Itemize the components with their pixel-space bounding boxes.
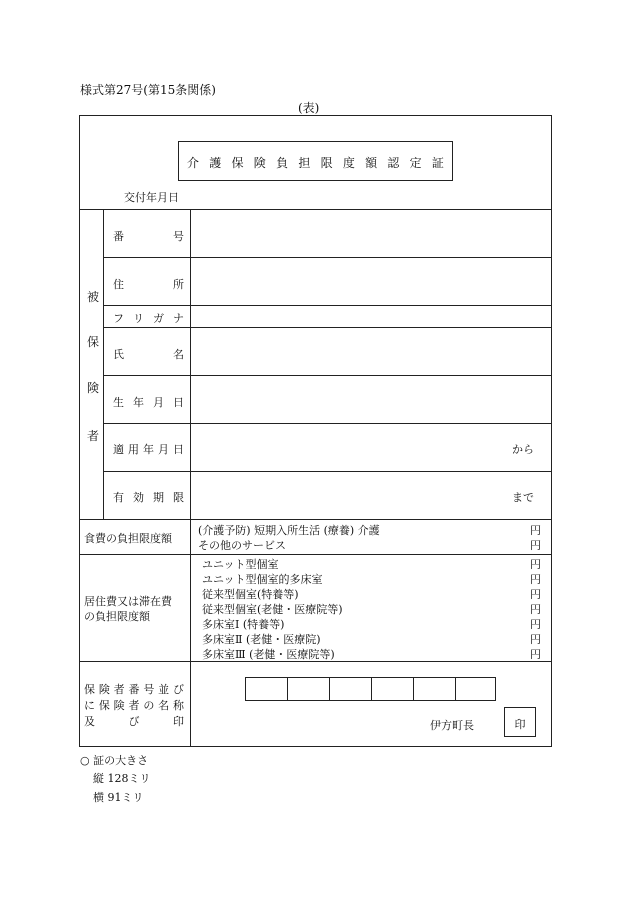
birthdate-label: 生 年 月 日 xyxy=(113,396,184,409)
residence-row: 従来型個室(特養等) xyxy=(202,588,299,601)
mayor-title: 伊方町長 xyxy=(430,719,474,732)
yen-unit: 円 xyxy=(530,558,541,571)
yen-unit: 円 xyxy=(530,524,541,537)
divider xyxy=(103,305,552,306)
seal-box xyxy=(504,707,536,737)
yen-unit: 円 xyxy=(530,573,541,586)
yen-unit: 円 xyxy=(530,618,541,631)
name-label: 氏 名 xyxy=(113,348,184,361)
title-box xyxy=(178,141,453,181)
digit-separator xyxy=(287,678,288,700)
food-limit-label: 食費の負担限度額 xyxy=(84,532,172,545)
size-note-title: ○ 証の大きさ xyxy=(80,754,149,767)
residence-row: 多床室Ⅰ (特養等) xyxy=(202,618,285,631)
divider xyxy=(103,471,552,472)
insured-side-label: 険 xyxy=(87,381,100,395)
divider xyxy=(103,327,552,328)
address-label: 住 所 xyxy=(113,278,184,291)
residence-row: 従来型個室(老健・医療院等) xyxy=(202,603,343,616)
insurer-label-line1: 保 険 者 番 号 並 び xyxy=(84,683,184,696)
residence-label-line2: の負担限度額 xyxy=(84,610,150,623)
yen-unit: 円 xyxy=(530,539,541,552)
number-label: 番 号 xyxy=(113,230,184,243)
valid-until-suffix: まで xyxy=(512,491,534,504)
applied-date-label: 適 用 年 月 日 xyxy=(113,443,184,456)
divider xyxy=(79,209,552,210)
digit-separator xyxy=(371,678,372,700)
front-side-label: (表) xyxy=(298,101,320,115)
digit-separator xyxy=(455,678,456,700)
yen-unit: 円 xyxy=(530,603,541,616)
residence-row: ユニット型個室的多床室 xyxy=(202,573,323,586)
divider xyxy=(190,209,191,747)
digit-separator xyxy=(329,678,330,700)
divider xyxy=(103,375,552,376)
food-row-short-stay: (介護予防) 短期入所生活 (療養) 介護 xyxy=(198,524,380,537)
digit-separator xyxy=(413,678,414,700)
applied-from-suffix: から xyxy=(512,443,534,456)
food-row-other: その他のサービス xyxy=(198,539,286,552)
divider xyxy=(79,554,552,555)
form-number: 様式第27号(第15条関係) xyxy=(80,83,216,97)
yen-unit: 円 xyxy=(530,633,541,646)
insured-side-label: 被 xyxy=(87,290,100,304)
divider xyxy=(103,209,104,519)
yen-unit: 円 xyxy=(530,648,541,661)
insurer-label-line3: 及 び 印 xyxy=(84,715,184,728)
residence-row: ユニット型個室 xyxy=(202,558,279,571)
seal-mark: 印 xyxy=(514,718,526,731)
insurer-number-boxes xyxy=(245,677,496,701)
issue-date-label: 交付年月日 xyxy=(124,191,179,204)
furigana-label: フ リ ガ ナ xyxy=(113,312,184,325)
insured-side-label: 者 xyxy=(87,429,100,443)
valid-period-label: 有 効 期 限 xyxy=(113,491,184,504)
certificate-title: 介 護 保 険 負 担 限 度 額 認 定 証 xyxy=(187,156,444,170)
residence-label-line1: 居住費又は滞在費 xyxy=(84,595,172,608)
size-note-height: 縦 128ミリ xyxy=(93,772,151,785)
residence-row: 多床室Ⅲ (老健・医療院等) xyxy=(202,648,335,661)
divider xyxy=(103,257,552,258)
size-note-width: 横 91ミリ xyxy=(93,791,144,804)
yen-unit: 円 xyxy=(530,588,541,601)
divider xyxy=(103,423,552,424)
insurer-label-line2: に 保 険 者 の 名 称 xyxy=(84,699,184,712)
residence-row: 多床室Ⅱ (老健・医療院) xyxy=(202,633,321,646)
insured-side-label: 保 xyxy=(87,335,100,349)
divider xyxy=(79,519,552,520)
